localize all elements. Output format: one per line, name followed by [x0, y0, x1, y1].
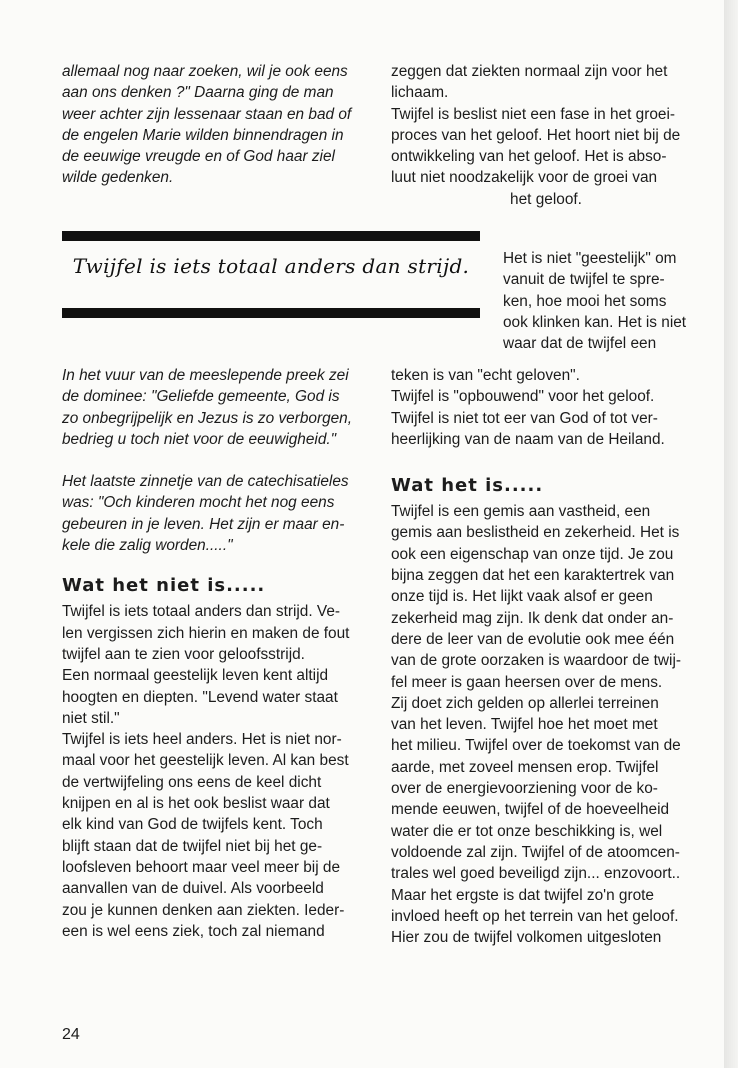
text-line: aarde, met zoveel mensen erop. Twijfel	[391, 758, 659, 776]
text-line: invloed heeft op het terrein van het geloof.	[391, 907, 679, 925]
text-line: hoogten en diepten. "Levend water staat	[62, 688, 338, 706]
text-line: proces van het geloof. Het hoort niet bij de	[391, 126, 681, 144]
text-line: zekerheid mag zijn. Ik denk dat onder an-	[391, 609, 674, 627]
text-line: Twijfel is een gemis aan vastheid, een	[391, 503, 651, 521]
text-line: weer achter zijn lessenaar staan en bad of	[62, 105, 352, 123]
text-line: van de grote oorzaken is waardoor de twij-	[391, 652, 682, 670]
text-line: ook klinken kan. Het is niet	[503, 313, 687, 331]
text-line: elk kind van God de twijfels kent. Toch	[62, 816, 323, 834]
text-line: Het is niet "geestelijk" om	[503, 250, 677, 267]
text-line: Hier zou de twijfel volkomen uitgesloten	[391, 929, 662, 947]
text-line: vanuit de twijfel te spre-	[503, 271, 665, 289]
text-line: lichaam.	[391, 84, 449, 102]
text-line: Twijfel is niet tot eer van God of tot ver-	[391, 409, 658, 427]
text-line: maal voor het geestelijk leven. Al kan best	[62, 752, 349, 770]
continuation-paragraph	[391, 365, 701, 450]
bottom-rule	[62, 308, 480, 318]
page-number: 24	[62, 1026, 80, 1043]
text-line: dere de leer van de evolutie ook mee één	[391, 630, 675, 648]
text-line: de engelen Marie wilden binnendragen in	[62, 126, 344, 144]
text-line: zeggen dat ziekten normaal zijn voor het	[391, 63, 668, 80]
text-line: waar dat de twijfel een	[503, 335, 657, 353]
text-line: ontwikkeling van het geloof. Het is abso-	[391, 148, 667, 166]
text-line: luut niet noodzakelijk voor de groei van	[391, 169, 658, 187]
text-line: mende eeuwen, twijfel of de hoeveelheid	[391, 801, 670, 819]
text-line: bijna zeggen dat het een karaktertrek van	[391, 567, 675, 585]
text-line: Twijfel is "opbouwend" voor het geloof.	[391, 388, 655, 406]
section-body	[62, 601, 372, 942]
text-line: allemaal nog naar zoeken, wil je ook eens	[62, 63, 348, 80]
right-column-narrow	[503, 248, 703, 354]
text-line: niet stil."	[62, 709, 120, 727]
text-line: Maar het ergste is dat twijfel zo'n grote	[391, 886, 654, 904]
text-line: knijpen en al is het ook beslist waar dat	[62, 795, 330, 813]
text-line: voldoende zal zijn. Twijfel of de atoomcen-	[391, 843, 680, 861]
text-line: het geloof.	[510, 190, 582, 208]
intro-paragraph	[62, 61, 372, 189]
section-body	[391, 501, 701, 948]
text-line: loofsleven behoort maar veel meer bij de	[62, 858, 341, 876]
preek-paragraph	[62, 365, 372, 450]
text-line: twijfel aan te zien voor geloofsstrijd.	[62, 645, 305, 663]
text-line: de vertwijfeling ons eens de keel dicht	[62, 773, 322, 791]
text-line: over de energievoorziening voor de ko-	[391, 780, 658, 798]
text-line: Twijfel is beslist niet een fase in het groei-	[391, 105, 676, 123]
text-line: kele die zalig worden....."	[62, 537, 233, 555]
text-line: onze tijd is. Het lijkt vaak alsof er geen	[391, 588, 653, 606]
text-line: In het vuur van de meeslepende preek zei	[62, 367, 349, 384]
text-line: van het leven. Twijfel hoe het moet met	[391, 716, 658, 734]
text-line: het milieu. Twijfel over de toekomst van de	[391, 737, 681, 755]
text-line: trales wel goed beveiligd zijn... enzovoort..	[391, 865, 681, 883]
text-line: Twijfel is iets heel anders. Het is niet nor-	[62, 731, 342, 749]
left-column	[62, 365, 372, 942]
right-column	[391, 365, 701, 948]
text-line: bedrieg u toch niet voor de eeuwigheid."	[62, 430, 337, 448]
section-heading-wat-het-niet-is: Wat het niet is.....	[62, 575, 266, 597]
text-line: blijft staan dat de twijfel niet bij het ge-	[62, 837, 323, 855]
catechisatie-paragraph	[62, 471, 372, 556]
text-line: fel meer is gaan heersen over de mens.	[391, 673, 663, 691]
text-line: Een normaal geestelijk leven kent altijd	[62, 667, 329, 685]
text-line: heerlijking van de naam van de Heiland.	[391, 430, 665, 448]
page-edge	[724, 0, 738, 1068]
text-line: water die er tot onze beschikking is, wel	[391, 822, 663, 840]
text-line: ken, hoe mooi het soms	[503, 292, 667, 310]
text-line: wilde gedenken.	[62, 169, 174, 187]
text-line: zo onbegrijpelijk en Jezus is zo verborgen,	[62, 409, 353, 427]
text-line: gebeuren in je leven. Het zijn er maar en-	[62, 515, 345, 533]
text-line: zou je kunnen denken aan ziekten. Ieder-	[62, 901, 345, 919]
text-line: Twijfel is iets totaal anders dan strijd. Ve-	[62, 603, 341, 621]
pull-quote: Twijfel is iets totaal anders dan strijd.	[72, 254, 470, 278]
text-line: de eeuwige vreugde en of God haar ziel	[62, 148, 335, 166]
text-line: aanvallen van de duivel. Als voorbeeld	[62, 880, 324, 898]
text-line: Zij doet zich gelden op allerlei terreinen	[391, 694, 659, 712]
top-rule	[62, 231, 480, 241]
text-line: ook een eigenschap van onze tijd. Je zou	[391, 545, 674, 563]
text-line: een is wel eens ziek, toch zal niemand	[62, 922, 325, 940]
text-line: Het laatste zinnetje van de catechisatieles	[62, 473, 349, 491]
text-line: gemis aan beslistheid en zekerheid. Het is	[391, 524, 680, 542]
text-line: teken is van "echt geloven".	[391, 367, 580, 384]
right-column-top	[391, 61, 701, 210]
text-line: aan ons denken ?" Daarna ging de man	[62, 84, 334, 102]
text-line: de dominee: "Geliefde gemeente, God is	[62, 388, 340, 406]
text-line: len vergissen zich hierin en maken de fout	[62, 624, 350, 642]
section-heading-wat-het-is: Wat het is.....	[391, 475, 544, 497]
text-line: was: "Och kinderen mocht het nog eens	[62, 494, 335, 512]
